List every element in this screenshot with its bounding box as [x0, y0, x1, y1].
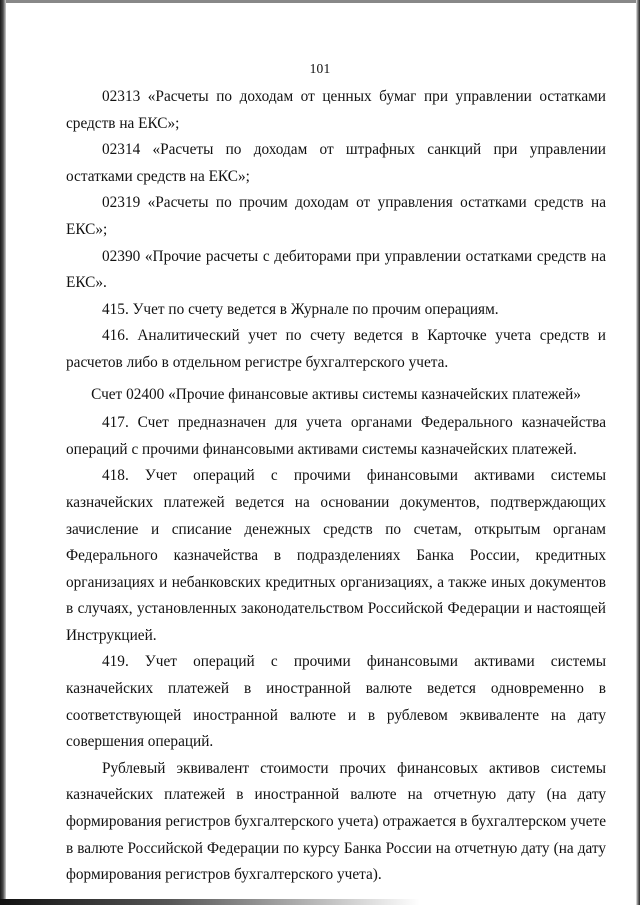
paragraph-417: 417. Счет предназначен для учета органами Федерального казначейства операций с прочими финансовыми активами системы казначейских платежей.	[66, 414, 606, 458]
page-number: 101	[309, 61, 331, 76]
paragraph-419: 419. Учет операций с прочими финансовыми активами системы казначейских платежей в иностранной валюте ведется одновременно в соответствующей иностранной валюте и в рублевом эквиваленте на дату совершения операций.	[66, 653, 606, 751]
paragraph-ruble-equivalent: Рублевый эквивалент стоимости прочих финансовых активов системы казначейских платежей в иностранной валюте на отчетную дату (на дату формирования регистров бухгалтерского учета) отражается в бухгалтерском учете в валюте Российской Федерации по курсу Банка России на отчетную дату (на дату формирования регистров бухгалтерского учета).	[66, 759, 606, 884]
paragraph-account-02313: 02313 «Расчеты по доходам от ценных бумаг при управлении остатками средств на ЕКС»;	[66, 88, 606, 132]
paragraph-account-02390: 02390 «Прочие расчеты с дебиторами при управлении остатками средств на ЕКС».	[66, 247, 606, 292]
paragraph-416: 416. Аналитический учет по счету ведется в Карточке учета средств и расчетов либо в отдельном регистре бухгалтерского учета.	[66, 327, 606, 371]
paragraph-418: 418. Учет операций с прочими финансовыми активами системы казначейских платежей ведется на основании документов, подтверждающих зачисление и списание денежных средств по счетам, открытым органам Федерального казначейства в подразделениях Банка России, кредитных организациях и небанковских кредитных организациях, а также иных документов в случаях, установленных законодательством Российской Федерации и настоящей Инструкцией.	[66, 467, 606, 644]
paragraph-account-02319: 02319 «Расчеты по прочим доходам от управления остатками средств на ЕКС»;	[66, 194, 606, 238]
paragraph-415: 415. Учет по счету ведется в Журнале по прочим операциям.	[102, 300, 499, 318]
section-heading: Счет 02400 «Прочие финансовые активы системы казначейских платежей»	[91, 385, 581, 403]
paragraph-account-02314: 02314 «Расчеты по доходам от штрафных санкций при управлении остатками средств на ЕКС»;	[66, 141, 606, 185]
document-body	[66, 84, 606, 889]
